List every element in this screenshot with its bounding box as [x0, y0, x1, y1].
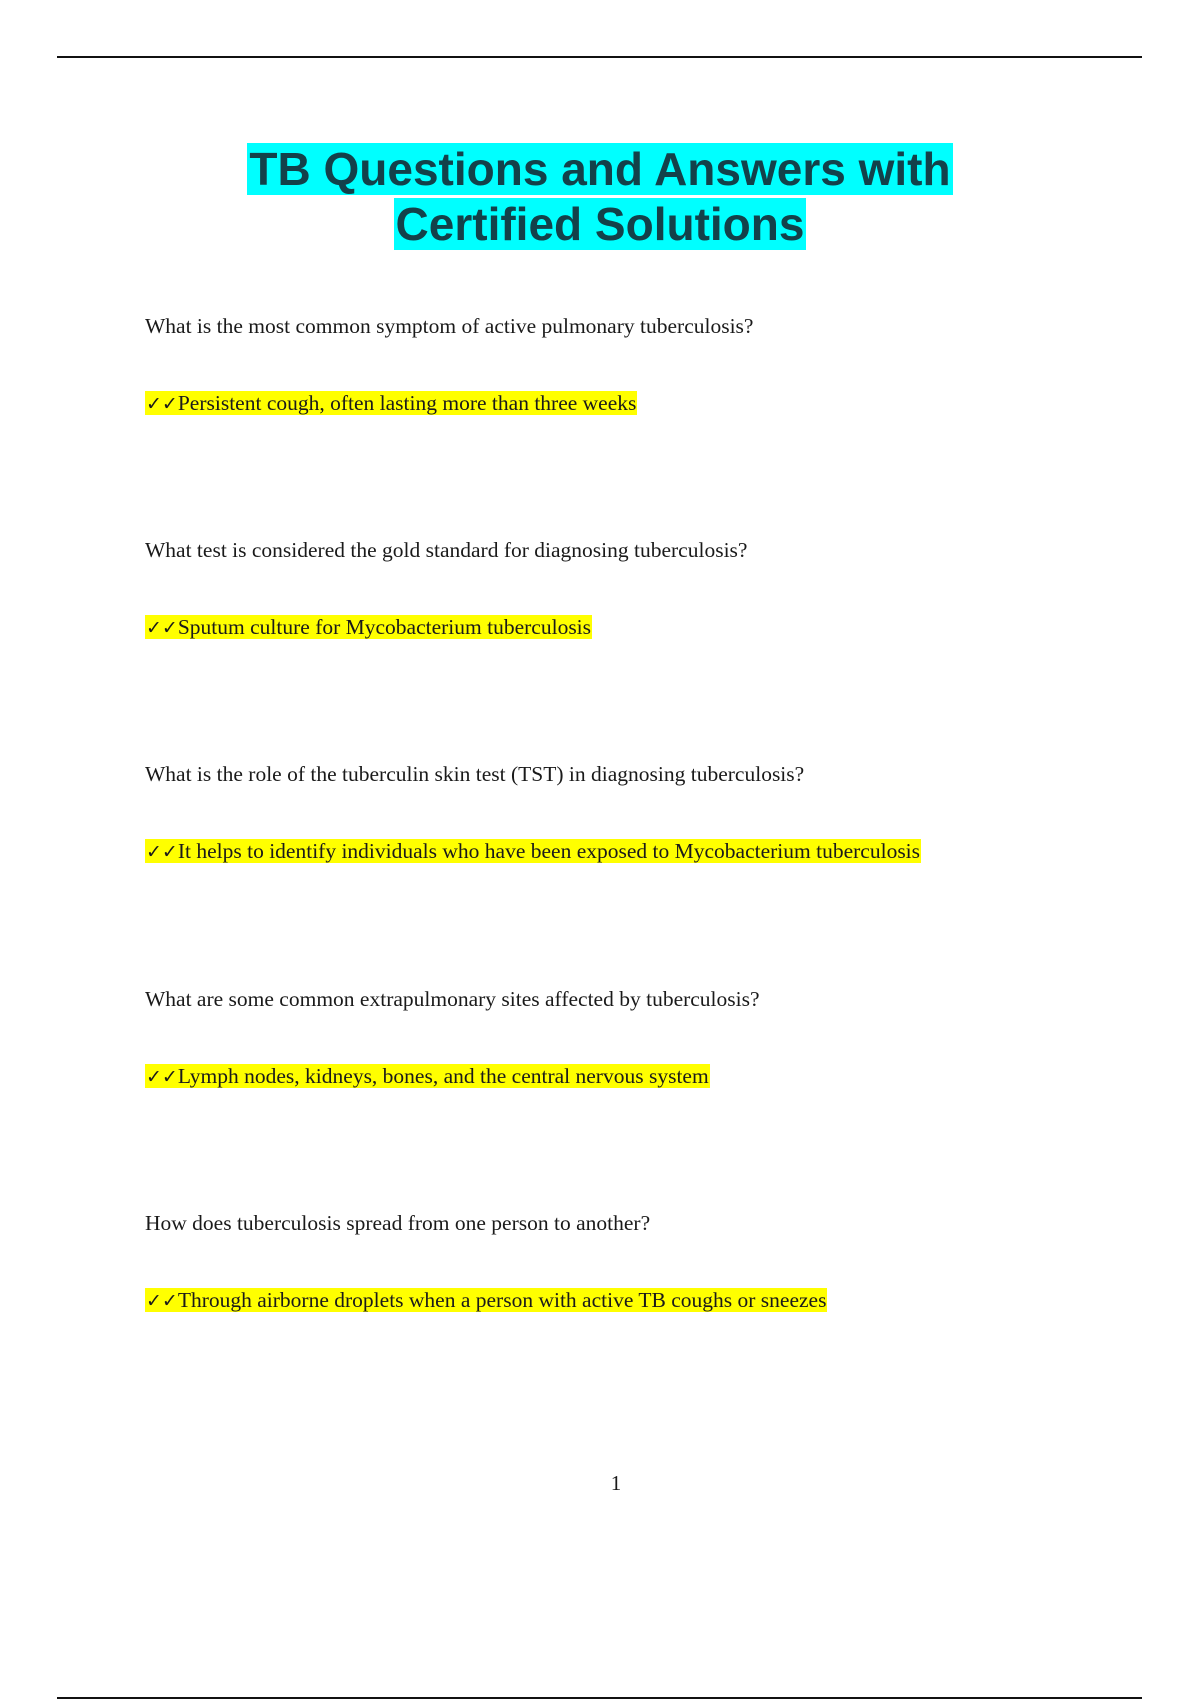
answer-highlight — [145, 391, 637, 415]
answer-text: Through airborne droplets when a person with active TB coughs or sneezes — [177, 1288, 827, 1312]
answer-highlight — [145, 1064, 710, 1088]
double-checkmark-icon: ✓✓ — [146, 1290, 178, 1312]
question-text: What is the most common symptom of active pulmonary tuberculosis? — [145, 314, 754, 338]
answer-text: Sputum culture for Mycobacterium tuberculosis — [177, 615, 592, 639]
question-text: What are some common extrapulmonary sites affected by tuberculosis? — [145, 987, 760, 1011]
qa-item-2 — [145, 536, 1085, 643]
answer-line — [145, 612, 1085, 643]
double-checkmark-icon: ✓✓ — [146, 393, 178, 415]
question-text: What is the role of the tuberculin skin test (TST) in diagnosing tuberculosis? — [145, 762, 805, 786]
header-rule — [57, 56, 1142, 58]
question-text: How does tuberculosis spread from one person to another? — [145, 1211, 651, 1235]
qa-item-3 — [145, 760, 1085, 867]
answer-text: Persistent cough, often lasting more than three weeks — [177, 391, 637, 415]
double-checkmark-icon: ✓✓ — [146, 1066, 178, 1088]
qa-item-4 — [145, 985, 1085, 1092]
answer-highlight — [145, 839, 921, 863]
question-text: What test is considered the gold standard for diagnosing tuberculosis? — [145, 538, 748, 562]
title-line-2: Certified Solutions — [395, 198, 805, 250]
answer-line — [145, 1285, 1085, 1316]
footer-rule — [57, 1697, 1142, 1699]
answer-line — [145, 836, 1085, 867]
title-line-1: TB Questions and Answers with — [249, 143, 951, 195]
answer-highlight — [145, 1288, 827, 1312]
answer-text: It helps to identify individuals who have been exposed to Mycobacterium tuberculosis — [177, 839, 921, 863]
answer-line — [145, 388, 1085, 419]
qa-item-5 — [145, 1209, 1085, 1316]
document-title — [0, 142, 1200, 252]
answer-line — [145, 1061, 1085, 1092]
answer-text: Lymph nodes, kidneys, bones, and the central nervous system — [177, 1064, 709, 1088]
page-number: 1 — [610, 1471, 622, 1495]
qa-item-1 — [145, 312, 1085, 419]
double-checkmark-icon: ✓✓ — [146, 617, 178, 639]
answer-highlight — [145, 615, 592, 639]
double-checkmark-icon: ✓✓ — [146, 841, 178, 863]
